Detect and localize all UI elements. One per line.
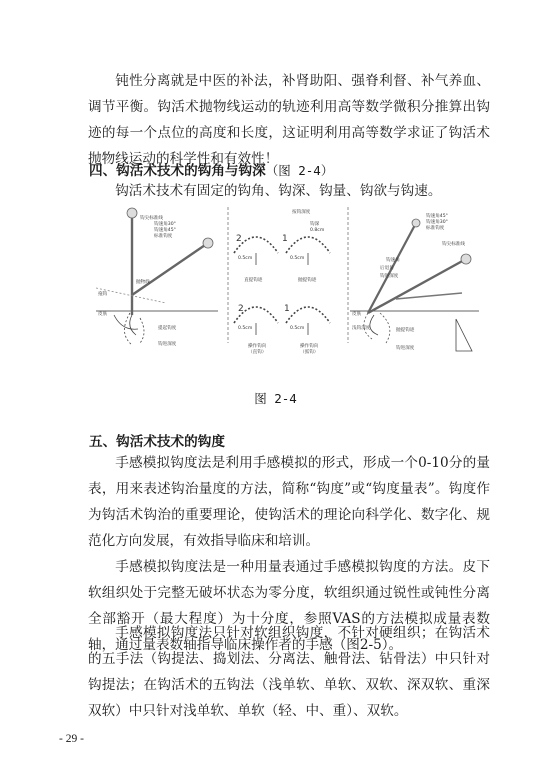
figure-right-labels xyxy=(352,212,465,351)
label-depth-right: 钩进深度 xyxy=(380,274,399,279)
label-angle-b: 钩速角45° xyxy=(154,228,176,233)
label-straight-track: 直提钩迹 xyxy=(244,278,263,283)
figure-middle-labels xyxy=(236,208,325,355)
paragraph-1-text: 钝性分离就是中医的补法，补肾助阳、强脊利督、补气养血、调节平衡。钩活术抛物线运动的轨迹利用高等数学微积分推算出钩迹的每一个点位的高度和长度，这证明利用高等数学求证了钩活术抛物线运动的科学性和有效性！ xyxy=(88,73,490,167)
paragraph-2 xyxy=(88,178,490,204)
label-angle-a: 钩速角30° xyxy=(154,222,176,227)
paragraph-3 xyxy=(88,450,490,554)
figure-2-4 xyxy=(96,203,479,371)
paragraph-5 xyxy=(88,620,490,724)
label-skin: 皮肤 xyxy=(98,312,108,317)
label-angle-right: 钩速角 xyxy=(386,258,400,263)
label-track-right: 抛提钩迹 xyxy=(396,328,415,333)
figure-right-panel xyxy=(350,219,479,351)
figure-middle-panel xyxy=(228,207,348,343)
label-marker-right: 钩尖标准线 xyxy=(442,242,465,247)
label-top: 按钩深度 xyxy=(292,210,311,215)
label-straight-hook: （直钩） xyxy=(248,350,267,355)
label-tail: 拖钩 xyxy=(98,292,108,297)
label-standard: 标准钩度 xyxy=(154,234,173,239)
unit-c: 0.5cm xyxy=(238,326,253,331)
figure-left-labels xyxy=(98,214,177,347)
label-depth: 钩进深度 xyxy=(158,342,177,347)
label-depth-value: 0.8cm xyxy=(310,228,325,233)
label-angle-45: 钩速角45° xyxy=(426,214,448,219)
label-lift: 提起钩度 xyxy=(158,326,177,331)
figure-caption: 图 2-4 xyxy=(254,391,297,406)
paragraph-1 xyxy=(88,68,490,172)
unit-b: 0.5cm xyxy=(290,256,305,261)
label-arc-hook: （弧钩） xyxy=(300,350,319,355)
label-back-angle: 后退角 xyxy=(380,266,394,271)
label-skin-right: 皮肤 xyxy=(352,312,362,317)
paragraph-4-text: 手感模拟钩度法是一种用量表通过手感模拟钩度的方法。皮下软组织处于完整无破坏状态为零分度，软组织通过锐性或钝性分离全部豁开（最大程度）为十分度，参照VAS的方法模拟成量表数轴，通过量表数轴指导临床操作者的手感（图2-5）。 xyxy=(88,559,490,653)
number-1: 1 xyxy=(282,234,288,244)
label-angle-30: 钩速角30° xyxy=(426,220,448,225)
paragraph-5-text: 手感模拟钩度法只针对软组织钩度，不针对硬组织；在钩活术的五手法（钩提法、捣划法、分离法、触骨法、钻骨法）中只针对钩提法；在钩活术的五钩法（浅单软、单软、双软、深双软、重深双软）中只针对浅单软、单软（轻、中、重）、双软。 xyxy=(88,625,490,719)
number-2: 2 xyxy=(236,234,242,244)
label-shallow-depth: 浅钩深度 xyxy=(352,326,371,331)
paragraph-2-text: 钩活术技术有固定的钩角、钩深、钩量、钩欲与钩速。 xyxy=(115,183,442,199)
label-parabolic-track: 抛提钩迹 xyxy=(298,278,317,283)
label-deep-right: 钩进深度 xyxy=(396,346,415,351)
number-1b: 1 xyxy=(284,304,290,314)
label-curve: 钩深 xyxy=(310,222,320,227)
section-heading-5-title: 五、钩活术技术的钩度 xyxy=(89,434,225,450)
label-direction-straight: 操作钩向 xyxy=(248,344,267,349)
label-marker-line: 钩尖标准线 xyxy=(140,216,163,221)
section-heading-4-title: 四、钩活术技术的钩角与钩深 xyxy=(89,163,266,179)
paragraph-3-text: 手感模拟钩度法是利用手感模拟的形式，形成一个0-10分的量表，用来表述钩治量度的方法，简称“钩度”或“钩度量表”。钩度作为钩活术钩治的重要理论，使钩活术的理论向科学化、数字化、规范化方向发展，有效指导临床和培训。 xyxy=(88,455,490,549)
number-2b: 2 xyxy=(238,304,244,314)
unit-d: 0.5cm xyxy=(290,326,305,331)
section-heading-4-note: （图 2-4） xyxy=(265,163,334,178)
label-standard-right: 标准钩度 xyxy=(426,226,445,231)
label-arc: 抛物线 xyxy=(136,280,150,285)
page-number: - 29 - xyxy=(59,733,84,745)
unit-a: 0.5cm xyxy=(238,256,253,261)
label-direction-arc: 操作钩向 xyxy=(300,344,319,349)
